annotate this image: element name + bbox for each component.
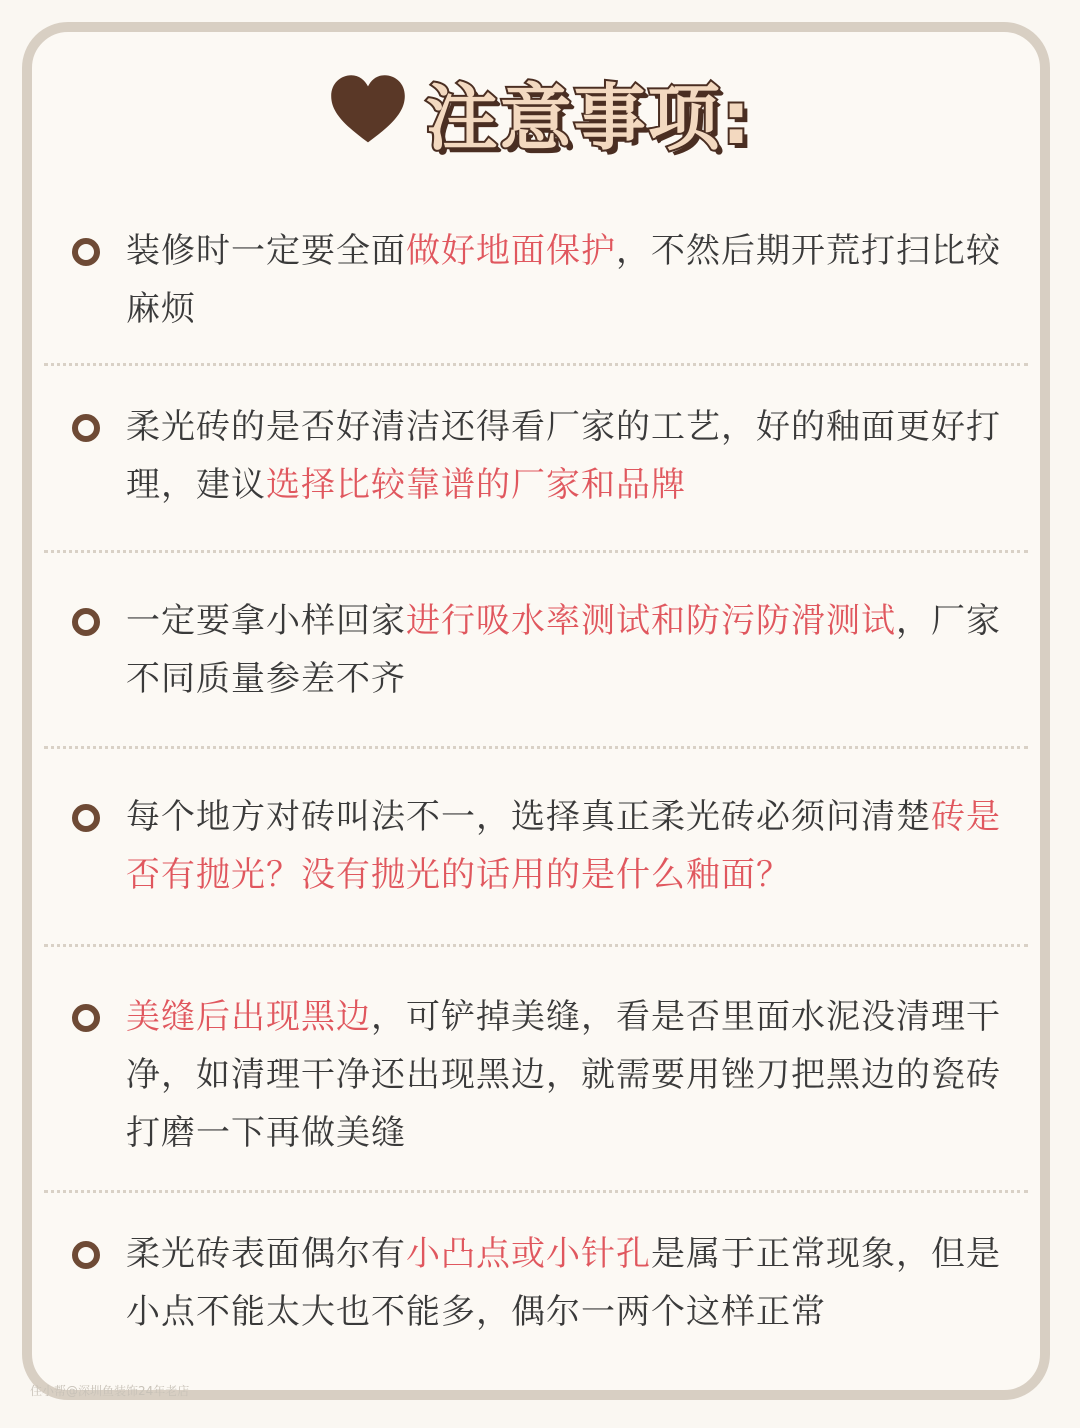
item-text: 柔光砖的是否好清洁还得看厂家的工艺，好的釉面更好打理，建议 bbox=[126, 407, 1001, 505]
notice-item-1 bbox=[126, 222, 1026, 338]
watermark: 住小帮@深圳鱼装饰24年老店 bbox=[30, 1384, 190, 1398]
item-highlight: 做好地面保护 bbox=[406, 231, 616, 271]
notice-item-4 bbox=[126, 788, 1026, 904]
divider bbox=[44, 944, 1028, 947]
page-title: 注意事项: bbox=[425, 76, 753, 160]
divider bbox=[44, 746, 1028, 749]
item-text: 是属于正常现象，但是小点不能太大也不能多，偶尔一两个这样正常 bbox=[126, 1234, 1001, 1332]
bullet-icon bbox=[72, 608, 100, 636]
bullet-icon bbox=[72, 1241, 100, 1269]
item-text: ，可铲掉美缝，看是否里面水泥没清理干净，如清理干净还出现黑边，就需要用锉刀把黑边的瓷砖打磨一下再做美缝 bbox=[126, 997, 1001, 1153]
item-text: 一定要拿小样回家 bbox=[126, 601, 406, 641]
item-text: ，不然后期开荒打扫比较麻烦 bbox=[126, 231, 1001, 329]
bullet-icon bbox=[72, 414, 100, 442]
item-text: 每个地方对砖叫法不一，选择真正柔光砖必须问清楚 bbox=[126, 797, 931, 837]
bullet-icon bbox=[72, 238, 100, 266]
notice-item-2 bbox=[126, 398, 1026, 514]
item-highlight: 美缝后出现黑边 bbox=[126, 997, 371, 1037]
item-highlight: 砖是否有抛光？没有抛光的话用的是什么釉面？ bbox=[126, 797, 1001, 895]
item-highlight: 小凸点或小针孔 bbox=[406, 1234, 651, 1274]
notice-item-6 bbox=[126, 1225, 1026, 1341]
divider bbox=[44, 363, 1028, 366]
bullet-icon bbox=[72, 1004, 100, 1032]
item-text: 柔光砖表面偶尔有 bbox=[126, 1234, 406, 1274]
bullet-icon bbox=[72, 804, 100, 832]
notice-item-5 bbox=[126, 988, 1026, 1162]
notice-item-3 bbox=[126, 592, 1026, 708]
item-highlight: 选择比较靠谱的厂家和品牌 bbox=[266, 465, 686, 505]
divider bbox=[44, 550, 1028, 553]
divider bbox=[44, 1190, 1028, 1193]
item-text: ，厂家不同质量参差不齐 bbox=[126, 601, 1001, 699]
item-text: 装修时一定要全面 bbox=[126, 231, 406, 271]
item-highlight: 进行吸水率测试和防污防滑测试 bbox=[406, 601, 896, 641]
